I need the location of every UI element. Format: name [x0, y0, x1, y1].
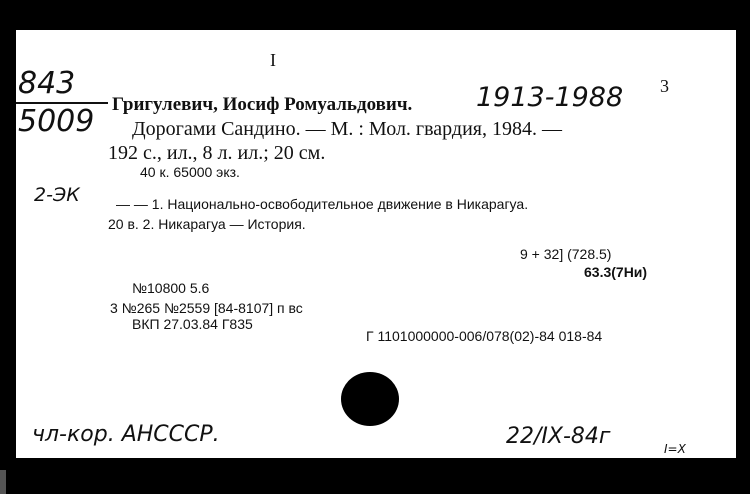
- isbn-code-line: Г 1101000000-006/078(02)-84 018-84: [366, 328, 603, 344]
- subject-line-1: — — 1. Национально-освободительное движение в Никарагуа.: [116, 196, 529, 212]
- subject-line-2: 20 в. 2. Никарагуа — История.: [108, 216, 306, 232]
- handwritten-note: 2-ЭК: [34, 184, 80, 206]
- classification-1: 9 + 32] (728.5): [520, 246, 612, 262]
- scan-edge: [0, 470, 6, 494]
- price-and-copies: 40 к. 65000 экз.: [140, 164, 240, 180]
- physical-description: 192 с., ил., 8 л. ил.; 20 см.: [108, 142, 326, 164]
- handwritten-corner: I=X: [664, 442, 686, 456]
- vkp-line: ВКП 27.03.84 Г835: [132, 316, 253, 332]
- classification-2: 63.3(7Ни): [584, 264, 648, 280]
- order-number: 3 №265 №2559 [84-8107] п вс: [110, 300, 303, 316]
- record-number: №10800 5.6: [132, 280, 210, 296]
- handwritten-bottom-right: 22/IХ-84г: [506, 424, 611, 449]
- card-number: 3: [660, 76, 669, 96]
- title-line: Дорогами Сандино. — М. : Мол. гвардия, 1984. —: [132, 118, 562, 140]
- handwritten-shelfmark-top: 843: [18, 66, 76, 101]
- catalog-card: [16, 30, 736, 458]
- punch-hole: [341, 372, 399, 426]
- top-mark: I: [270, 50, 276, 70]
- handwritten-life-dates: 1913-1988: [476, 82, 624, 113]
- author-heading: Григулевич, Иосиф Ромуальдович.: [112, 94, 413, 115]
- handwritten-shelfmark-bottom: 5009: [18, 104, 95, 139]
- handwritten-bottom-left: чл-кор. АНСССР.: [32, 422, 220, 447]
